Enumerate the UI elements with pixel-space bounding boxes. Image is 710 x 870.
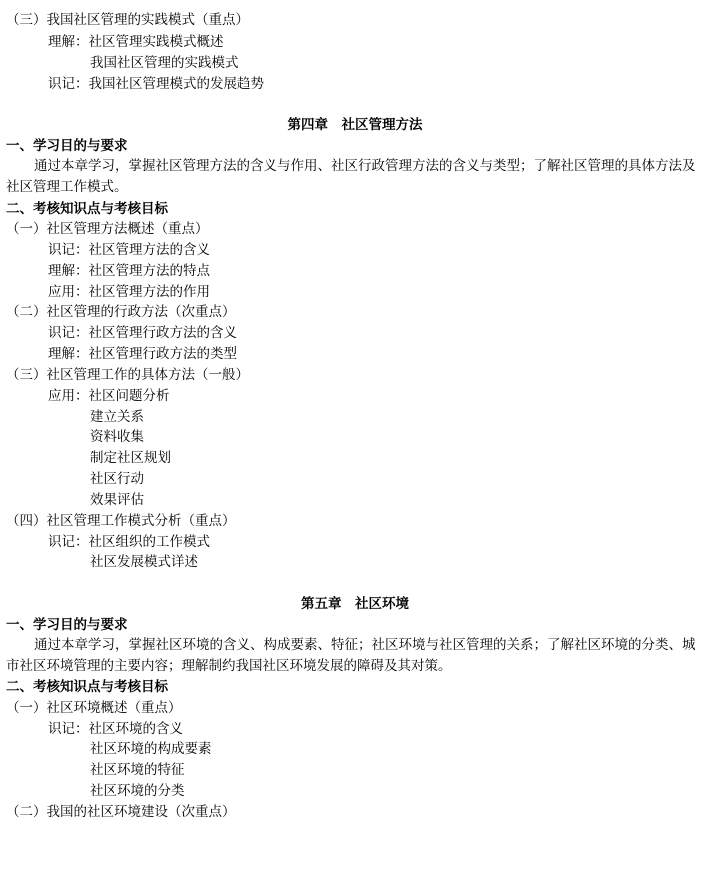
list-item: 社区行动 (90, 471, 144, 487)
section-heading: （四）社区管理工作模式分析（重点） (6, 513, 236, 529)
chapter5-title: 第五章 社区环境 (301, 596, 409, 612)
list-item: 社区环境的特征 (90, 762, 185, 778)
list-item: 社区环境的构成要素 (90, 741, 212, 757)
list-item: 制定社区规划 (90, 450, 171, 466)
chapter4-goals-heading: 一、学习目的与要求 (6, 138, 128, 154)
section-heading: （三）我国社区管理的实践模式（重点） (6, 12, 249, 28)
chapter5-goals-heading: 一、学习目的与要求 (6, 617, 128, 633)
list-item: 社区发展模式详述 (90, 554, 198, 570)
understand-label: 理解： (48, 34, 89, 50)
section-heading: （二）我国的社区环境建设（次重点） (6, 804, 236, 820)
objective-line: 应用：社区管理方法的作用 (48, 284, 210, 300)
section-heading: （一）社区环境概述（重点） (6, 700, 182, 716)
section-heading: （一）社区管理方法概述（重点） (6, 221, 209, 237)
section-heading: （三）社区管理工作的具体方法（一般） (6, 367, 249, 383)
objective-line: 识记：社区管理方法的含义 (48, 242, 210, 258)
understand-line (48, 32, 224, 52)
section-heading: （二）社区管理的行政方法（次重点） (6, 304, 236, 320)
understand-item: 社区管理实践模式概述 (88, 34, 224, 50)
objective-line: 理解：社区管理方法的特点 (48, 263, 210, 279)
objective-line: 识记：社区组织的工作模式 (48, 534, 210, 550)
chapter5-goals-text: 通过本章学习，掌握社区环境的含义、构成要素、特征；社区环境与社区管理的关系；了解社区环境的分类、城市社区环境管理的主要内容；理解制约我国社区环境发展的障碍及其对策。 (6, 637, 696, 674)
understand-item: 我国社区管理的实践模式 (90, 55, 239, 71)
list-item: 效果评估 (90, 492, 144, 508)
chapter5-exam-heading: 二、考核知识点与考核目标 (6, 679, 168, 695)
chapter4-goals-text: 通过本章学习，掌握社区管理方法的含义与作用、社区行政管理方法的含义与类型；了解社区管理的具体方法及社区管理工作模式。 (6, 158, 696, 195)
chapter4-exam-heading: 二、考核知识点与考核目标 (6, 201, 168, 217)
objective-line: 识记：社区环境的含义 (48, 721, 183, 737)
objective-line: 理解：社区管理行政方法的类型 (48, 346, 237, 362)
chapter4-title: 第四章 社区管理方法 (287, 117, 423, 133)
list-item: 建立关系 (90, 409, 144, 425)
list-item: 社区环境的分类 (90, 783, 185, 799)
objective-line: 应用：社区问题分析 (48, 388, 170, 404)
objective-line: 识记：社区管理行政方法的含义 (48, 325, 237, 341)
list-item: 资料收集 (90, 429, 144, 445)
recognize-line: 识记：我国社区管理模式的发展趋势 (48, 76, 264, 92)
